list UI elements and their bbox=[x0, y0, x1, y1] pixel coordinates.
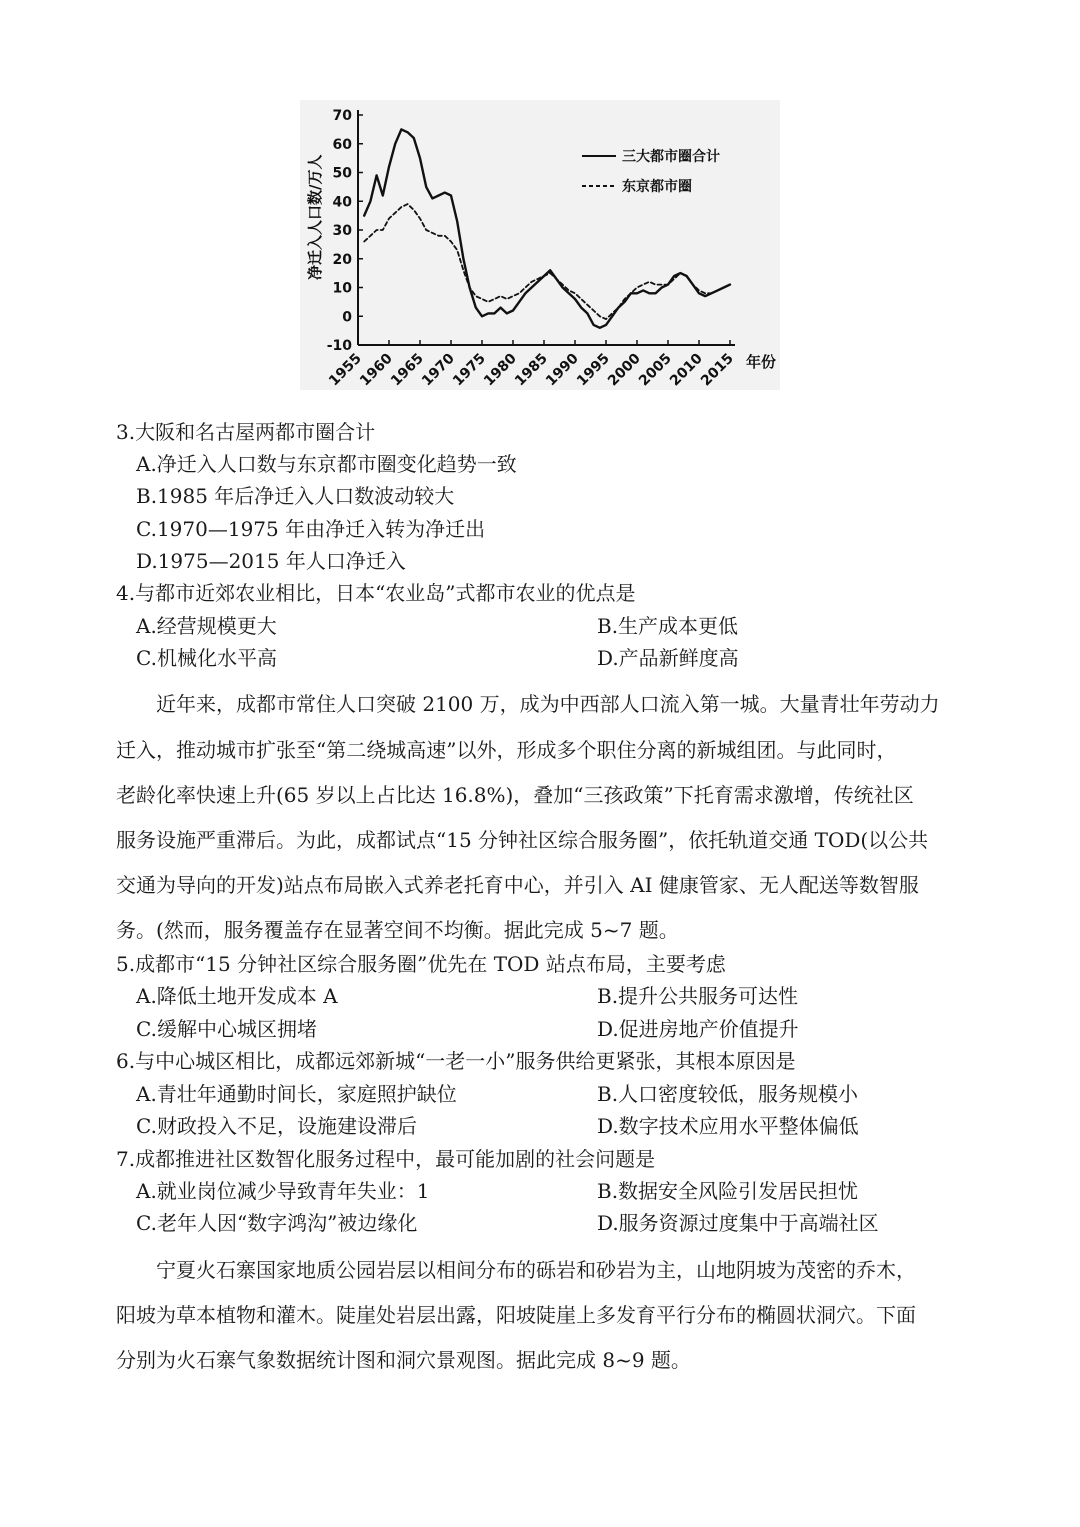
passage-2-line-1: 宁夏火石寨国家地质公园岩层以相间分布的砾岩和砂岩为主，山地阴坡为茂密的乔木， bbox=[156, 1258, 916, 1282]
question-4-stem: 4.与都市近郊农业相比，日本“农业岛”式都市农业的优点是 bbox=[116, 581, 636, 605]
question-6-option-d: D.数字技术应用水平整体偏低 bbox=[597, 1114, 859, 1138]
question-3-option-a: A.净迁入人口数与东京都市圈变化趋势一致 bbox=[136, 452, 517, 476]
y-tick-label: 60 bbox=[332, 136, 352, 153]
x-tick-label: 2000 bbox=[604, 350, 644, 390]
question-5-option-c: C.缓解中心城区拥堵 bbox=[136, 1017, 317, 1041]
x-tick-label: 1965 bbox=[387, 350, 427, 390]
question-7-stem: 7.成都推进社区数智化服务过程中，最可能加剧的社会问题是 bbox=[116, 1147, 656, 1171]
passage-1-line-6: 务。(然而，服务覆盖存在显著空间不均衡。据此完成 5~7 题。 bbox=[116, 918, 679, 942]
y-tick-label: 0 bbox=[342, 309, 352, 326]
x-tick-label: 1985 bbox=[511, 350, 551, 390]
legend-label-tokyo: 东京都市圈 bbox=[622, 179, 692, 195]
question-5-option-d: D.促进房地产价值提升 bbox=[597, 1017, 799, 1041]
passage-1-line-5: 交通为导向的开发)站点布局嵌入式养老托育中心，并引入 AI 健康管家、无人配送等数智服 bbox=[116, 873, 919, 897]
question-3-option-c: C.1970—1975 年由净迁入转为净迁出 bbox=[136, 517, 486, 541]
x-tick-label: 1995 bbox=[573, 350, 613, 390]
question-4-option-d: D.产品新鲜度高 bbox=[597, 646, 739, 670]
question-7-option-d: D.服务资源过度集中于高端社区 bbox=[597, 1211, 879, 1235]
question-3-option-b: B.1985 年后净迁入人口数波动较大 bbox=[136, 484, 455, 508]
question-5-option-b: B.提升公共服务可达性 bbox=[597, 984, 799, 1008]
legend-label-total: 三大都市圈合计 bbox=[622, 149, 720, 165]
passage-1-line-2: 迁入，推动城市扩张至“第二绕城高速”以外，形成多个职住分离的新城组团。与此同时， bbox=[116, 738, 897, 762]
question-7-option-a: A.就业岗位减少导致青年失业：1 bbox=[136, 1179, 430, 1203]
y-tick-label: 10 bbox=[332, 280, 352, 297]
question-5-option-a: A.降低土地开发成本 A bbox=[136, 984, 338, 1008]
passage-1-line-1: 近年来，成都市常住人口突破 2100 万，成为中西部人口流入第一城。大量青壮年劳动力 bbox=[156, 692, 940, 716]
x-tick-label: 2010 bbox=[666, 350, 706, 390]
question-6-option-a: A.青壮年通勤时间长，家庭照护缺位 bbox=[136, 1082, 457, 1106]
question-6-option-c: C.财政投入不足，设施建设滞后 bbox=[136, 1114, 417, 1138]
x-tick-label: 1975 bbox=[449, 350, 489, 390]
question-5-stem: 5.成都市“15 分钟社区综合服务圈”优先在 TOD 站点布局，主要考虑 bbox=[116, 952, 726, 976]
x-tick-label: 2015 bbox=[697, 350, 737, 390]
line-chart bbox=[300, 100, 780, 390]
y-tick-label: 20 bbox=[332, 251, 352, 268]
question-4-option-a: A.经营规模更大 bbox=[136, 614, 277, 638]
question-4-option-b: B.生产成本更低 bbox=[597, 614, 739, 638]
y-axis-label: 净迁入人口数/万人 bbox=[306, 154, 324, 280]
passage-1-line-4: 服务设施严重滞后。为此，成都试点“15 分钟社区综合服务圈”，依托轨道交通 TOD(以公共 bbox=[116, 828, 929, 852]
passage-2-line-3: 分别为火石寨气象数据统计图和洞穴景观图。据此完成 8~9 题。 bbox=[116, 1348, 691, 1372]
y-tick-label: -10 bbox=[326, 338, 352, 354]
question-3-stem: 3.大阪和名古屋两都市圈合计 bbox=[116, 420, 376, 444]
question-6-stem: 6.与中心城区相比，成都远郊新城“一老一小”服务供给更紧张，其根本原因是 bbox=[116, 1049, 796, 1073]
y-tick-label: 40 bbox=[332, 194, 352, 211]
x-tick-label: 1970 bbox=[418, 350, 458, 390]
question-6-option-b: B.人口密度较低，服务规模小 bbox=[597, 1082, 859, 1106]
x-tick-label: 1980 bbox=[480, 350, 520, 390]
x-tick-label: 1990 bbox=[542, 350, 582, 390]
x-tick-label: 1960 bbox=[356, 350, 396, 390]
passage-1-line-3: 老龄化率快速上升(65 岁以上占比达 16.8%)，叠加“三孩政策”下托育需求激增，传统社区 bbox=[116, 783, 914, 807]
x-tick-label: 1955 bbox=[325, 350, 365, 390]
y-tick-label: 70 bbox=[332, 108, 352, 124]
chart-background bbox=[300, 100, 780, 390]
question-3-option-d: D.1975—2015 年人口净迁入 bbox=[136, 549, 406, 573]
y-tick-label: 50 bbox=[332, 165, 352, 182]
question-7-option-b: B.数据安全风险引发居民担忧 bbox=[597, 1179, 859, 1203]
x-axis-label: 年份 bbox=[746, 353, 777, 371]
question-4-option-c: C.机械化水平高 bbox=[136, 646, 277, 670]
passage-2-line-2: 阳坡为草本植物和灌木。陡崖处岩层出露，阳坡陡崖上多发育平行分布的椭圆状洞穴。下面 bbox=[116, 1303, 916, 1327]
x-tick-label: 2005 bbox=[635, 350, 675, 390]
question-7-option-c: C.老年人因“数字鸿沟”被边缘化 bbox=[136, 1211, 418, 1235]
y-tick-label: 30 bbox=[332, 223, 352, 239]
